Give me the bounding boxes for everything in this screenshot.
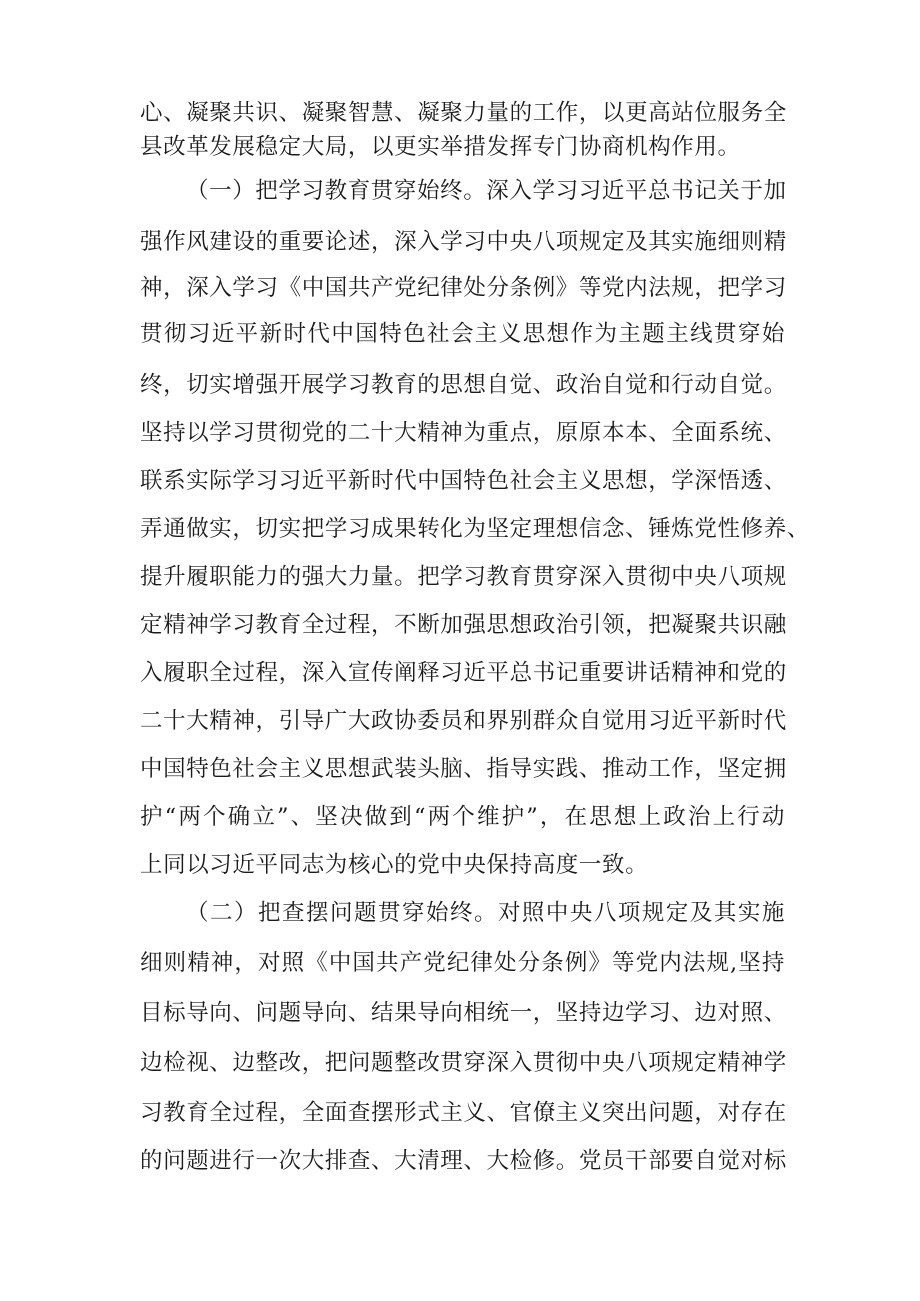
text-line-13: 入履职全过程，深入宣传阐释习近平总书记重要讲话精神和党的 xyxy=(140,660,787,686)
text-line-11: 提升履职能力的强大力量。把学习教育贯穿深入贯彻中央八项规 xyxy=(140,564,787,590)
paragraph-1-heading-line: （一）把学习教育贯穿始终。深入学习习近平总书记关于加 xyxy=(186,178,787,204)
text-line-9: 联系实际学习习近平新时代中国特色社会主义思想，学深悟透、 xyxy=(140,468,787,494)
text-line-12: 定精神学习教育全过程，不断加强思想政治引领，把凝聚共识融 xyxy=(140,612,787,638)
paragraph-2-heading-line: （二）把查摆问题贯穿始终。对照中央八项规定及其实施 xyxy=(186,900,785,926)
text-line-1: 心、凝聚共识、凝聚智慧、凝聚力量的工作，以更高站位服务全 xyxy=(140,100,787,126)
text-line-21: 边检视、边整改，把问题整改贯穿深入贯彻中央八项规定精神学 xyxy=(140,1050,787,1076)
text-line-6: 贯彻习近平新时代中国特色社会主义思想作为主题主线贯穿始 xyxy=(140,321,785,347)
text-line-4: 强作风建设的重要论述，深入学习中央八项规定及其实施细则精 xyxy=(140,229,787,255)
text-line-10: 弄通做实，切实把学习成果转化为坚定理想信念、锤炼党性修养、 xyxy=(140,516,810,542)
text-line-22: 习教育全过程，全面查摆形式主义、官僚主义突出问题，对存在 xyxy=(140,1100,787,1126)
text-line-16: 护“两个确立”、坚决做到“两个维护”，在思想上政治上行动 xyxy=(140,804,785,830)
text-line-8: 坚持以学习贯彻党的二十大精神为重点，原原本本、全面系统、 xyxy=(140,420,787,446)
text-line-23: 的问题进行一次大排查、大清理、大检修。党员干部要自觉对标 xyxy=(140,1148,787,1174)
text-line-14: 二十大精神，引导广大政协委员和界别群众自觉用习近平新时代 xyxy=(140,708,787,734)
text-line-15: 中国特色社会主义思想武装头脑、指导实践、推动工作，坚定拥 xyxy=(140,756,787,782)
text-line-20: 目标导向、问题导向、结果导向相统一，坚持边学习、边对照、 xyxy=(140,1000,787,1026)
text-line-17: 上同以习近平同志为核心的党中央保持高度一致。 xyxy=(140,852,649,878)
text-line-19: 细则精神，对照《中国共产党纪律处分条例》等党内法规,坚持 xyxy=(140,950,785,976)
text-line-2: 县改革发展稳定大局，以更实举措发挥专门协商机构作用。 xyxy=(140,134,741,160)
text-line-7: 终，切实增强开展学习教育的思想自觉、政治自觉和行动自觉。 xyxy=(140,372,787,398)
text-line-5: 神，深入学习《中国共产党纪律处分条例》等党内法规，把学习 xyxy=(140,275,787,301)
